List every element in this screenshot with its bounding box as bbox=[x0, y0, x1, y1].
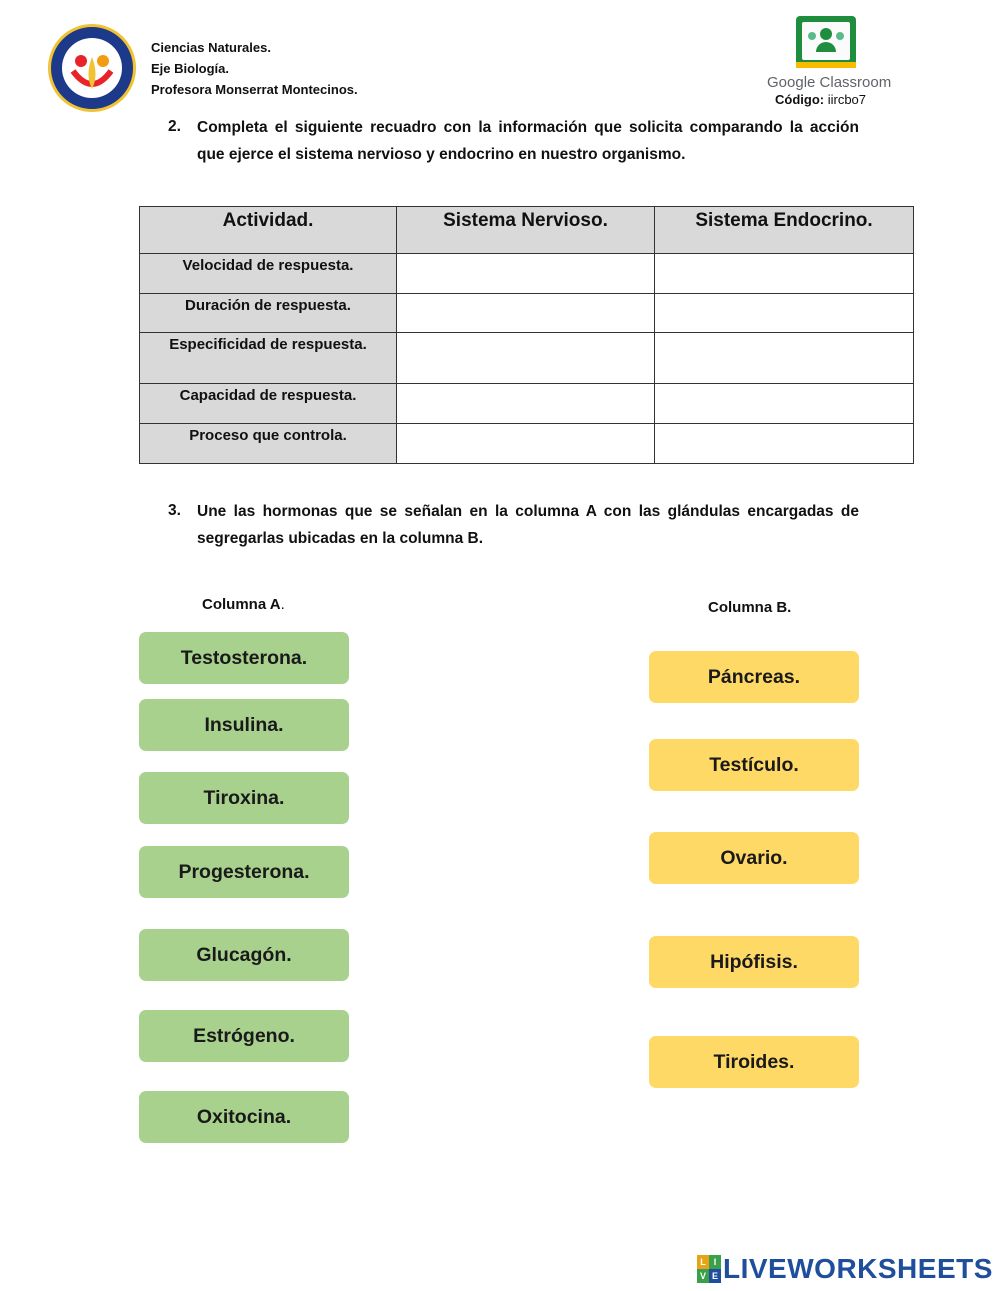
answer-cell-endocrine[interactable] bbox=[655, 254, 914, 294]
class-code-label: Código: bbox=[775, 92, 825, 107]
liveworksheets-brand: LIVEWORKSHEETS bbox=[723, 1253, 993, 1284]
row-label: Duración de respuesta. bbox=[140, 294, 397, 333]
answer-cell-endocrine[interactable] bbox=[655, 333, 914, 384]
column-a-title-text: Columna A bbox=[202, 596, 281, 613]
mark-letter: V bbox=[697, 1269, 709, 1283]
classroom-brand: Google Classroom bbox=[767, 74, 892, 91]
header-nervous-system: Sistema Nervioso. bbox=[397, 207, 655, 254]
table-row bbox=[140, 294, 914, 333]
question-3-number: 3. bbox=[168, 502, 181, 519]
hormone-progesterona[interactable]: Progesterona. bbox=[139, 846, 349, 898]
answer-cell-nervous[interactable] bbox=[397, 384, 655, 424]
school-logo bbox=[48, 24, 136, 112]
column-a-title-dot: . bbox=[280, 596, 285, 613]
hormone-insulina[interactable]: Insulina. bbox=[139, 699, 349, 751]
answer-cell-endocrine[interactable] bbox=[655, 424, 914, 464]
header-endocrine-system: Sistema Endocrino. bbox=[655, 207, 914, 254]
column-b-title: Columna B. bbox=[708, 599, 792, 616]
column-a-title bbox=[202, 596, 285, 613]
hormone-oxitocina[interactable]: Oxitocina. bbox=[139, 1091, 349, 1143]
table-header-row bbox=[140, 207, 914, 254]
hormone-tiroxina[interactable]: Tiroxina. bbox=[139, 772, 349, 824]
question-3-text: Une las hormonas que se señalan en la columna A con las glándulas encargadas de segregarlas ubicadas en la columna B. bbox=[197, 503, 859, 547]
table-row bbox=[140, 384, 914, 424]
row-label: Velocidad de respuesta. bbox=[140, 254, 397, 294]
question-2-number: 2. bbox=[168, 118, 181, 135]
gland-pancreas[interactable]: Páncreas. bbox=[649, 651, 859, 703]
answer-cell-nervous[interactable] bbox=[397, 254, 655, 294]
class-code bbox=[775, 92, 866, 107]
answer-cell-endocrine[interactable] bbox=[655, 294, 914, 333]
gland-ovario[interactable]: Ovario. bbox=[649, 832, 859, 884]
row-label: Proceso que controla. bbox=[140, 424, 397, 464]
row-label: Capacidad de respuesta. bbox=[140, 384, 397, 424]
table-row bbox=[140, 333, 914, 384]
mark-letter: E bbox=[709, 1269, 721, 1283]
table-row bbox=[140, 424, 914, 464]
hormone-estrogeno[interactable]: Estrógeno. bbox=[139, 1010, 349, 1062]
table-row bbox=[140, 254, 914, 294]
hormone-testosterona[interactable]: Testosterona. bbox=[139, 632, 349, 684]
answer-cell-endocrine[interactable] bbox=[655, 384, 914, 424]
google-classroom-icon bbox=[796, 16, 856, 68]
mark-letter: I bbox=[709, 1255, 721, 1269]
question-2-text: Completa el siguiente recuadro con la información que solicita comparando la acción que ejerce el sistema nervioso y endocrino en nuestro organismo. bbox=[197, 119, 859, 163]
teacher-name: Profesora Monserrat Montecinos. bbox=[151, 82, 358, 97]
header-activity: Actividad. bbox=[140, 207, 397, 254]
subject-title: Ciencias Naturales. bbox=[151, 40, 271, 55]
class-code-value: iircbo7 bbox=[827, 92, 867, 107]
answer-cell-nervous[interactable] bbox=[397, 424, 655, 464]
comparison-table bbox=[139, 206, 914, 464]
liveworksheets-logo bbox=[697, 1253, 993, 1285]
row-label: Especificidad de respuesta. bbox=[140, 333, 397, 384]
liveworksheets-mark-icon bbox=[697, 1255, 721, 1283]
mark-letter: L bbox=[697, 1255, 709, 1269]
gland-testiculo[interactable]: Testículo. bbox=[649, 739, 859, 791]
answer-cell-nervous[interactable] bbox=[397, 333, 655, 384]
subject-axis: Eje Biología. bbox=[151, 61, 230, 76]
answer-cell-nervous[interactable] bbox=[397, 294, 655, 333]
hormone-glucagon[interactable]: Glucagón. bbox=[139, 929, 349, 981]
gland-hipofisis[interactable]: Hipófisis. bbox=[649, 936, 859, 988]
gland-tiroides[interactable]: Tiroides. bbox=[649, 1036, 859, 1088]
